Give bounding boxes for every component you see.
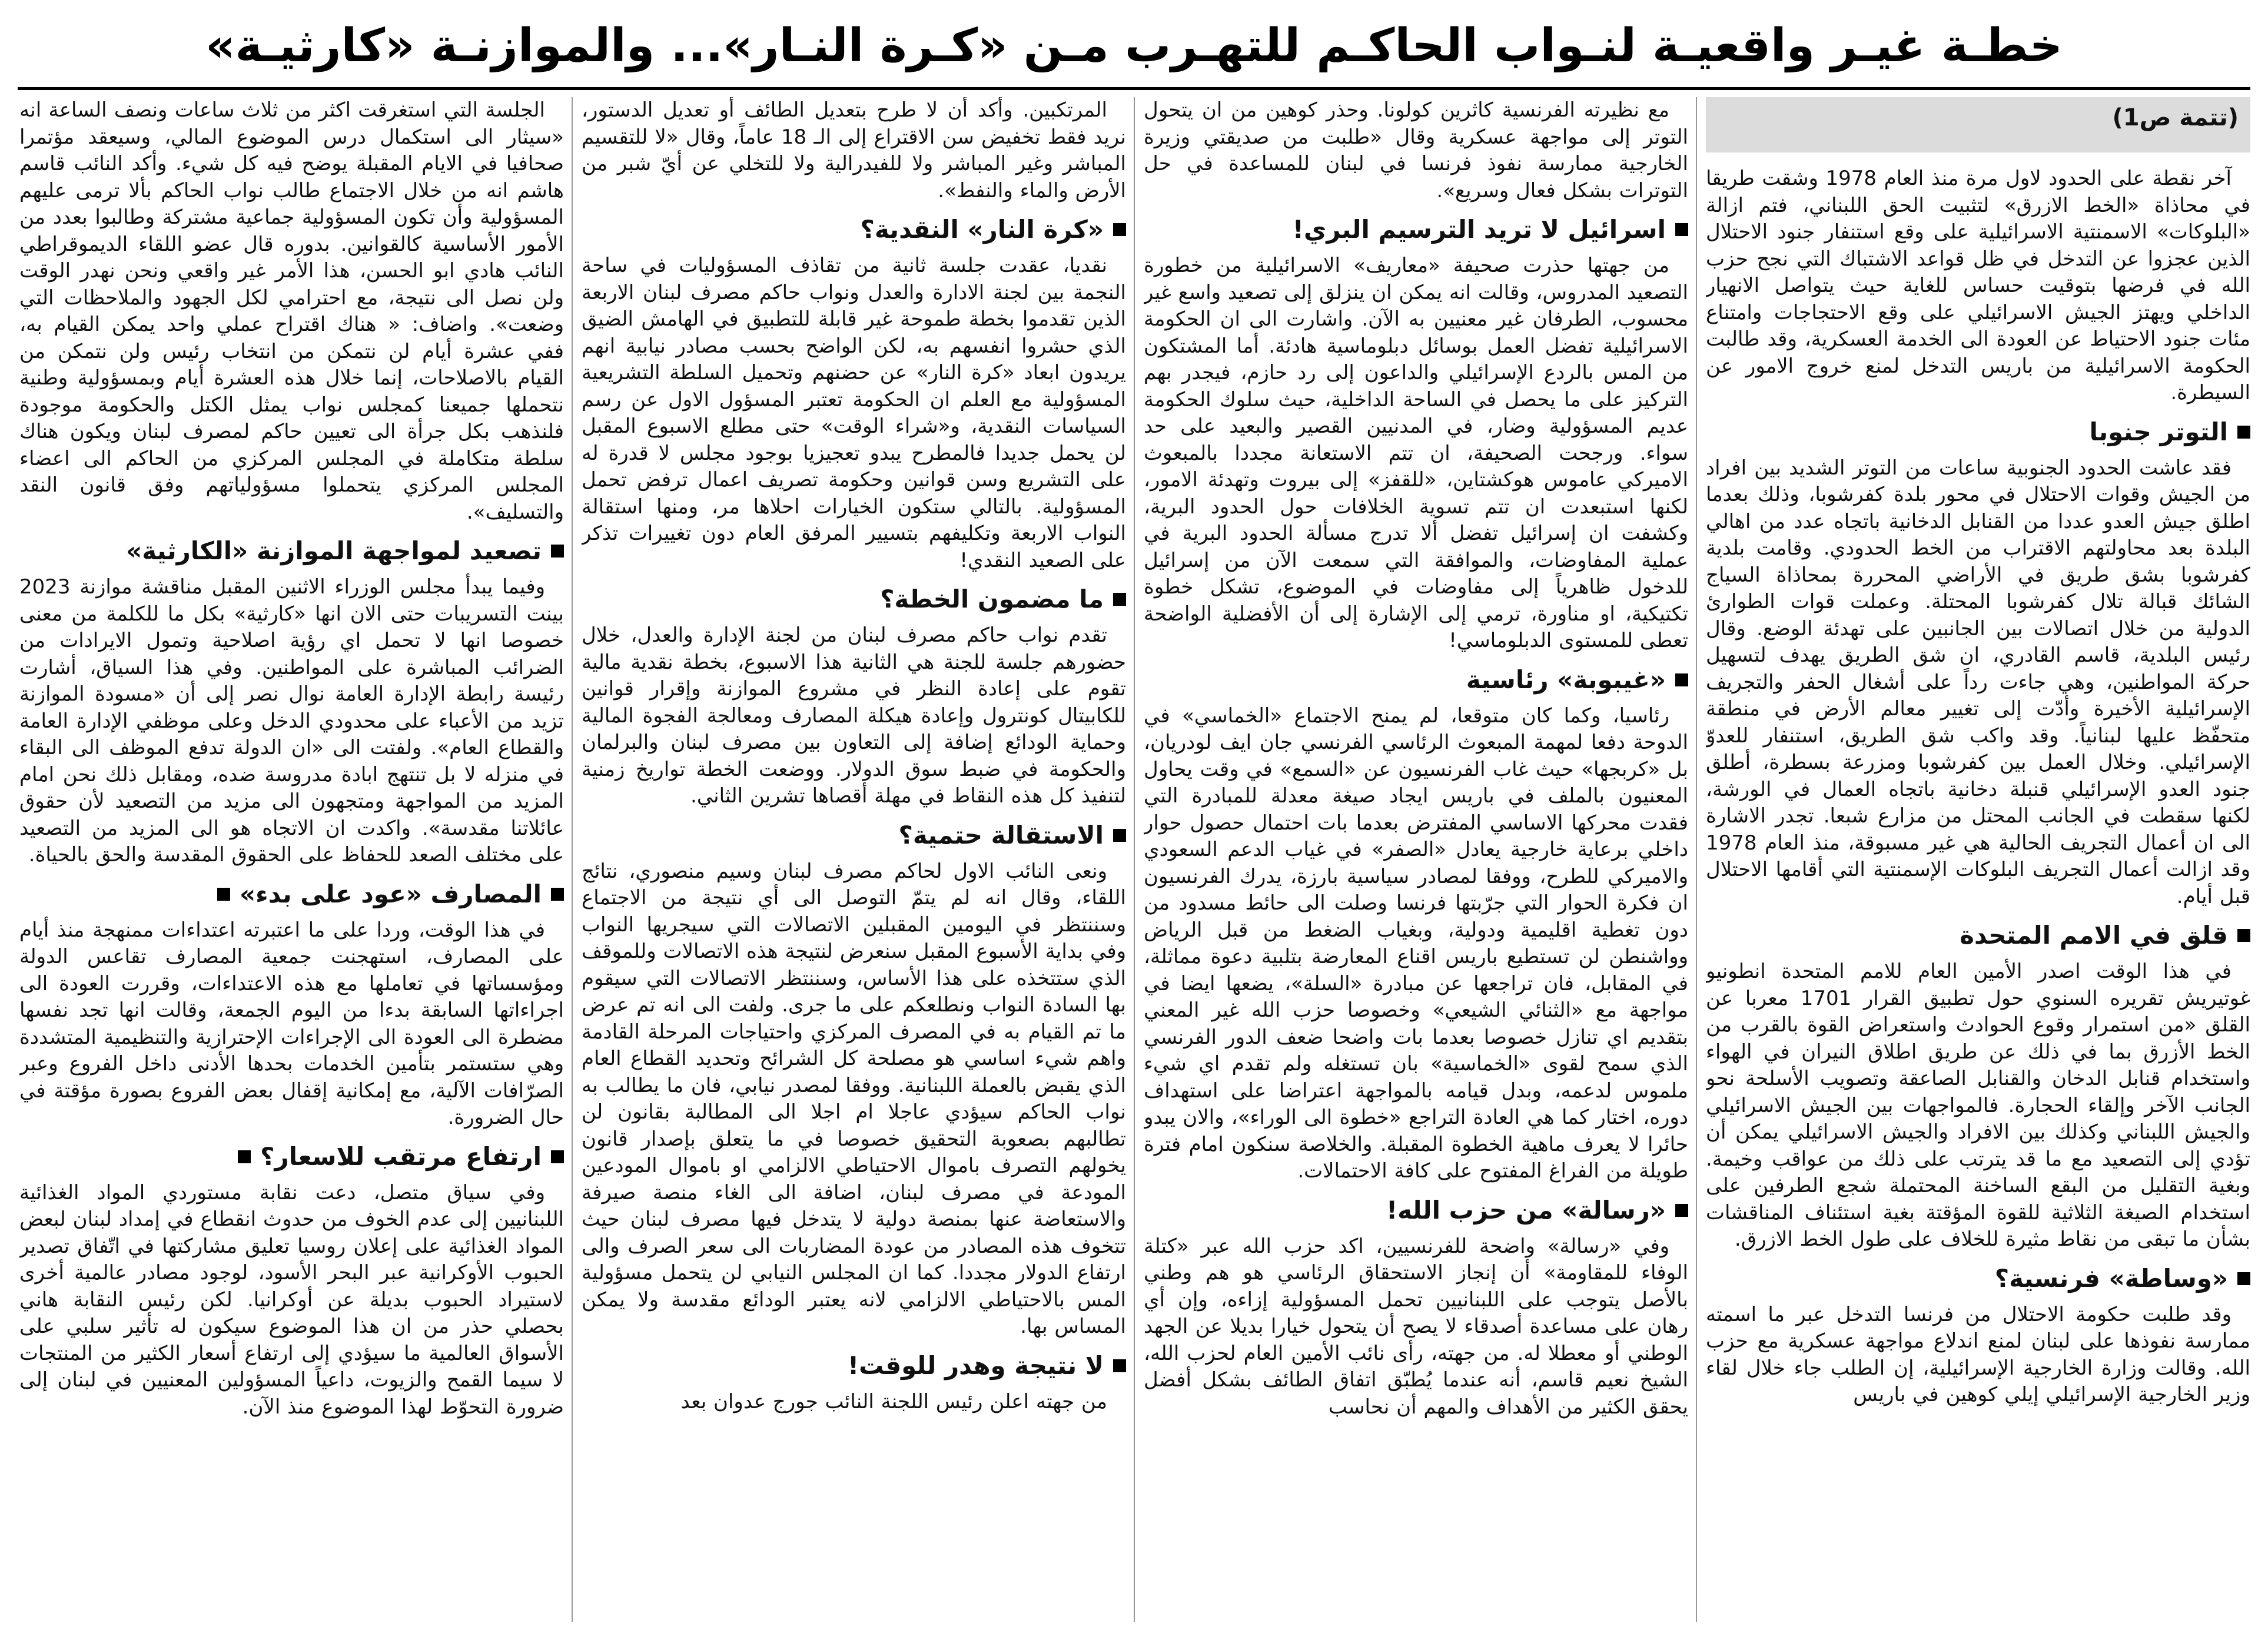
article-paragraph: رئاسيا، وكما كان متوقعا، لم يمنح الاجتماع «الخماسي» في الدوحة دفعا لمهمة المبعوث الرئاسي الفرنسي جان ايف لودريان، بل «كربجها» حيث غاب الفرنسيون عن «السمع» في وقت يحاول المعنيون بالملف في باريس ايجاد صيغة معدلة للمبادرة التي فقدت محركها الاساسي المفترض بعدما بات احتمال حصول حوار داخلي برعاية خارجية يعادل «الصفر» في غياب الدعم السعودي والاميركي للطرح، ووفقا لمصادر سياسية بارزة، يدرك الفرنسيون ان فكرة الحوار التي جرّبتها فرنسا وصلت الى حائط مسدود من دون تغطية اقليمية ودولية، وبغياب الضغط من قبل الرياض وواشنطن لن تستطيع باريس اقناع المعارضة بتلبية دعوة مماثلة، في المقابل، فان تراجعها عن مبادرة «السلة»، يضعها ايضا في مواجهة مع «الثنائي الشيعي» وخصوصا حزب الله غير المعني بتقديم اي تنازل خصوصا بعدما بات واضحا ضعف الدور الفرنسي الذي سمح لقوى «الخماسية» بان تستغله ولم تقدم اي شيء ملموس لدعمه، وبدل قيامه بالمواجهة اعتراضا على استهداف دوره، اختار كما هي العادة التراجع «خطوة الى الوراء»، والان يبدو حائرا لا يعرف ماهية الخطوة المقبلة. والخلاصة سنكون امام فترة طويلة من الفراغ المفتوح على كافة الاحتمالات. (1144, 703, 1688, 1183)
subheading-text: تصعيد لمواجهة الموازنة «الكارثية» (126, 536, 542, 565)
article-paragraph: آخر نقطة على الحدود لاول مرة منذ العام 1978 وشقت طريقا في محاذاة «الخط الازرق» لتثبيت الحق اللبناني، فتم ازالة «البلوكات» الاسمنتية الاسرائيلية على وقع استنفار جنود الاحتلال الذين عجزوا عن التدخل في ظل قواعد الاشتباك التي نجح حزب الله في فرضها بتوقيت حساس للغاية حيث يتواصل الانهيار الداخلي ويهتز الجيش الاسرائيلي على وقع الاحتجاجات وامتناع مئات جنود الاحتياط عن العودة الى الخدمة العسكرية، وقد طالبت الحكومة الاسرائيلية من باريس التدخل لمنع خروج الامور عن السيطرة. (1706, 167, 2250, 404)
subheading-text: الاستقالة حتمية؟ (898, 820, 1104, 849)
subheading-text: ارتفاع مرتقب للاسعار؟ (260, 1141, 542, 1171)
section-subheading (19, 877, 564, 911)
bullet-square-icon (551, 1150, 564, 1163)
bullet-square-icon (1675, 1204, 1688, 1217)
bullet-square-icon (1675, 673, 1688, 686)
article-paragraph: في هذا الوقت اصدر الأمين العام للامم المتحدة انطونيو غوتيريش تقريره السنوي حول تطبيق القرار 1701 معربا عن القلق «من استمرار وقوع الحوادث واستعراض القوة بالقرب من الخط الأزرق بما في ذلك عن طريق اطلاق النيران في الهواء واستخدام قنابل الدخان والقنابل الصاعقة وتصويب الأسلحة نحو الجانب الآخر وإلقاء الحجارة. فالمواجهات بين الجيش الاسرائيلي والجيش اللبناني وكذلك بين الافراد والجيش الاسرائيلي يمكن أن تؤدي إلى التصعيد مع ما قد يترتب على ذلك من عواقب وخيمة. وبغية التقليل من البقع الساخنة المحتملة شجع الطرفين على استخدام الصيغة الثلاثية للقوة المؤقتة بغية استئناف المناقشات بشأن ما تبقى من نقاط مثيرة للخلاف على طول الخط الازرق. (1706, 960, 2250, 1251)
article-paragraph: في هذا الوقت، وردا على ما اعتبرته اعتداءات ممنهجة منذ أيام على المصارف، استهجنت جمعية المصارف تقاعس الدولة ومؤسساتها في تعاملها مع هذه الاعتداءات، وقررت العودة الى اجراءاتها السابقة بدءا من اليوم الجمعة، وقالت انها تجد نفسها مضطرة الى العودة الى الإجراءات الإحترازية والتنظيمية المتشددة وهي ستستمر بتأمين الخدمات بحدها الأدنى داخل الفروع وعبر الصرّافات الآلية، مع إمكانية إقفال بعض الفروع بصورة مؤقتة في حال الضرورة. (19, 918, 564, 1129)
subheading-text: «غيبوبة» رئاسية (1466, 665, 1666, 694)
subheading-text: اسرائيل لا تريد الترسيم البري! (1292, 215, 1666, 244)
headline-rule (18, 87, 2250, 90)
bullet-square-icon (1113, 829, 1126, 842)
article-paragraph: وقد طلبت حكومة الاحتلال من فرنسا التدخل عبر ما اسمته ممارسة نفوذها على لبنان لمنع اندلاع مواجهة عسكرية مع حزب الله. وقالت وزارة الخارجية الإسرائيلية، إن الطلب جاء خلال لقاء وزير الخارجية الإسرائيلي إيلي كوهين في باريس (1706, 1302, 2250, 1406)
continuation-label: (تتمة ص1) (1706, 97, 2250, 152)
article-column-2 (1144, 97, 1688, 1628)
section-subheading (1706, 918, 2250, 953)
subheading-text: قلق في الامم المتحدة (1960, 921, 2228, 950)
article-paragraph: الجلسة التي استغرقت اكثر من ثلاث ساعات ونصف الساعة انه «سيثار الى استكمال درس الموضوع المالي، وسيعقد مؤتمرا صحافيا في الايام المقبلة يوضح فيه كل شيء. وأكد النائب قاسم هاشم انه من خلال الاجتماع طالب نواب الحاكم بألا ترمى عليهم المسؤولية وأن تكون المسؤولية جماعية مشتركة وطالبوا بعدد من الأمور الأساسية كالقوانين. بدوره قال عضو اللقاء الديموقراطي النائب هادي ابو الحسن، هذا الأمر غير واقعي ونحن نهدر الوقت ولن نصل الى نتيجة، مع احترامي لكل الجهود والملاحظات التي وضعت». واضاف: « هناك اقتراح عملي واحد يمكن القيام به، ففي عشرة أيام لن نتمكن من انتخاب رئيس ولن نتمكن من القيام بالاصلاحات، إنما خلال هذه العشرة أيام وبمسؤولية وطنية نتحملها جميعنا كمجلس نواب يمثل الكتل والحكومة موجودة فلنذهب بكل جرأة الى تعيين حاكم لمصرف لبنان ويكون هناك سلطة متكاملة في المجلس المركزي من الحاكم الى اعضاء المجلس المركزي يتحملوا مسؤولياتهم وفق قانون النقد والتسليف». (19, 98, 564, 524)
subheading-text: المصارف «عود على بدء» (240, 879, 542, 908)
bullet-square-icon (2237, 929, 2250, 942)
column-divider (1696, 97, 1697, 1622)
bullet-square-icon (551, 888, 564, 901)
section-subheading (1706, 1262, 2250, 1296)
article-paragraph: وفيما يبدأ مجلس الوزراء الاثنين المقبل مناقشة موازنة 2023 بينت التسريبات حتى الان انها «كارثية» بكل ما للكلمة من معنى خصوصا انها لا تحمل اي رؤية اصلاحية وتمول الايرادات من الضرائب المباشرة على المواطنين. وفي هذا السياق، أشارت رئيسة رابطة الإدارة العامة نوال نصر إلى أن «مسودة الموازنة تزيد من الأعباء على محدودي الدخل وعلى موظفي الإدارة العامة والقطاع العام». ولفتت الى «ان الدولة تدفع الموظف الى البقاء في منزله لا بل تنتهج ابادة مدروسة ضده، ومقابل ذلك نحن امام المزيد من المواجهة ومتجهون الى مزيد من التصعيد لأن حقوق عائلاتنا مقدسة». واكدت ان الاتجاه هو الى المزيد من التصعيد على مختلف الصعد للحفاظ على الحقوق المقدسة والحق بالحياة. (19, 575, 564, 867)
headline: خطـة غيـر واقعيـة لنـواب الحاكـم للتهـرب مـن «كـرة النـار»... والموازنـة «كارثيـة» (205, 19, 2063, 72)
bullet-square-icon (1113, 593, 1126, 606)
subheading-text: «رسالة» من حزب الله! (1386, 1195, 1666, 1224)
article-paragraph: وفي «رسالة» واضحة للفرنسيين، اكد حزب الله عبر «كتلة الوفاء للمقاومة» أن إنجاز الاستحقاق الرئاسي هو هم وطني بالأصل يتوجب على اللبنانيين تحمل المسؤولية إزاءه، وإن أي رهان على مساعدة أصدقاء لا يصح أن يتحول خيارا بديلا عن الجهد الوطني أو معطلا له. من جهته، رأى نائب الأمين العام لحزب الله، الشيخ نعيم قاسم، أنه عندما يُطبّق اتفاق الطائف بشكل أفضل يحقق الكثير من الأهداف والمهم أن نحاسب (1144, 1234, 1688, 1419)
subheading-text: «وساطة» فرنسية؟ (1994, 1263, 2228, 1293)
section-subheading (582, 1349, 1126, 1383)
column-divider (1134, 97, 1135, 1622)
article-paragraph: نقديا، عقدت جلسة ثانية من تقاذف المسؤوليات في ساحة النجمة بين لجنة الادارة والعدل ونواب حاكم مصرف لبنان الاربعة الذين تقدموا بخطة طموحة غير قابلة للتطبيق في الهامش الضيق الذي حشروا انفسهم به، لكن الواضح بحسب مصادر نيابية انهم يريدون ابعاد «كرة النار» عن حضنهم وتحميل السلطة التشريعية المسؤولية مع العلم ان الحكومة تعتبر المسؤول الاول عن رسم السياسات النقدية، و«شراء الوقت» حتى مطلع الاسبوع المقبل لن يحمل جديدا فالمطرح يبدو تعجيزيا بوجود مجلس لا قدرة له على التشريع وسن قوانين وحكومة تصريف اعمال ترفض تحمل المسؤولية. بالتالي ستكون الخيارات احلاها مر، ومنها استقالة النواب الاربعة وتكليفهم بتسيير المرفق العام دون تغييرات تذكر على الصعيد النقدي! (582, 254, 1126, 572)
bullet-square-icon (551, 545, 564, 557)
section-subheading (582, 582, 1126, 616)
section-subheading (1144, 1193, 1688, 1227)
article-paragraph: وفي سياق متصل، دعت نقابة مستوردي المواد الغذائية اللبنانيين إلى عدم الخوف من حدوث انقطاع في إمداد لبنان لبعض المواد الغذائية على إعلان روسيا تعليق مشاركتها في اتّفاق تصدير الحبوب الأوكرانية عبر البحر الأسود، لوجود مصادر عالمية أخرى لاستيراد الحبوب بديلة عن أوكرانيا. لكن رئيس النقابة هاني بحصلي حذر من ان هذا الموضوع سيكون له تأثير سلبي على الأسواق العالمية ما سيؤدي إلى ارتفاع أسعار الكثير من المنتجات لا سيما القمح والزيوت، داعياً المسؤولين المعنيين في لبنان إلى ضرورة التحوّط لهذا الموضوع منذ الآن. (19, 1180, 564, 1419)
column-divider (572, 97, 573, 1622)
section-subheading (19, 534, 564, 568)
section-subheading (582, 213, 1126, 247)
bullet-square-icon (1113, 1359, 1126, 1372)
section-subheading (1706, 415, 2250, 449)
bullet-square-icon (1113, 223, 1126, 236)
bullet-square-icon (1675, 223, 1688, 236)
article-column-4 (19, 97, 564, 1628)
section-subheading (19, 1140, 564, 1174)
subheading-text: التوتر جنوبا (2089, 417, 2228, 446)
section-subheading (1144, 663, 1688, 697)
article-paragraph: ونعى النائب الاول لحاكم مصرف لبنان وسيم منصوري، نتائج اللقاء، وقال انه لم يتمّ التوصل الى أي نتيجة من الاجتماع وسننتظر في اليومين المقبلين الاتصالات التي سيجريها النواب وفي بداية الأسبوع المقبل سنعرض لنتيجة هذه الاتصالات وللموقف الذي ستتخذه على هذا الأساس، وسننتظر الاتصالات التي سيقوم بها السادة النواب ونطلعكم على ما جرى. ولفت الى انه تم عرض ما تم القيام به في المصرف المركزي واحتياجات المرحلة القادمة واهم شيء اساسي هو مصلحة كل الشرائح وتحديد القطاع العام الذي يقبض بالعملة اللبنانية. ووفقا لمصدر نيابي، فان ما يطالب به نواب الحاكم سيؤدي عاجلا ام اجلا الى المطالبة بقانون لن تطالبهم بصعوبة التحقيق خصوصا في ما يتعلق بإصدار قانون يخولهم التصرف باموال الاحتياطي الالزامي او باموال المودعين المودعة في مصرف لبنان، اضافة الى الغاء منصة صيرفة والاستعاضة عنها بمنصة دولية لا يتدخل فيها مصرف لبنان حيث تتخوف هذه المصادر من عودة المضاربات الى سعر الصرف والى ارتفاع الدولار مجددا. كما ان المجلس النيابي لن يتحمل مسؤولية المس بالاحتياطي الالزامي لانه يعتبر الودائع مقدسة ولا يمكن المساس بها. (582, 859, 1126, 1338)
bullet-square-icon (2237, 1272, 2250, 1285)
article-paragraph: من جهته اعلن رئيس اللجنة النائب جورج عدوان بعد (680, 1389, 1107, 1413)
article-paragraph: مع نظيرته الفرنسية كاثرين كولونا. وحذر كوهين من ان يتحول التوتر إلى مواجهة عسكرية وقال «طلبت من صديقتي وزيرة الخارجية ممارسة نفوذ فرنسا في لبنان للمساعدة في حل التوترات بشكل فعال وسريع». (1144, 98, 1688, 203)
section-subheading (1144, 213, 1688, 247)
bullet-square-icon (2237, 426, 2250, 439)
article-column-1 (1706, 97, 2250, 1628)
article-paragraph: تقدم نواب حاكم مصرف لبنان من لجنة الإدارة والعدل، خلال حضورهم جلسة للجنة هي الثانية هذا الاسبوع، بخطة نقدية مالية تقوم على إعادة النظر في مشروع الموازنة وإقرار قوانين للكابيتال كونترول وإعادة هيكلة المصارف ومعالجة الفجوة المالية وحماية الودائع إضافة إلى التعاون بين مصرف لبنان والبرلمان والحكومة في ضبط سوق الدولار. ووضعت الخطة تواريخ زمنية لتنفيذ كل هذه النقاط في مهلة أقصاها تشرين الثاني. (582, 623, 1126, 808)
article-paragraph: فقد عاشت الحدود الجنوبية ساعات من التوتر الشديد بين افراد من الجيش وقوات الاحتلال في محور بلدة كفرشوبا، وذلك بعدما اطلق جيش العدو عددا من القنابل الدخانية باتجاه عدد من اهالي البلدة بعد محاولتهم الاقتراب من الخط الحدودي. وقامت بلدية كفرشوبا بشق طريق في الأراضي المحررة بمحاذاة السياج الشائك قبالة تلال كفرشوبا المحتلة. وعملت قوات الطوارئ الدولية من خلال اتصالات بين الجانبين على تهدئة الوضع. وقال رئيس البلدية، قاسم القادري، ان شق الطريق يهدف لتسهيل حركة المواطنين، وهي جاءت رداً على أشغال الحفر والتجريف الإسرائيلية الأخيرة وأدّت إلى تغيير معالم الأرض في منطقة متحفّظ عليها لبنانياً. وقد واكب شق الطريق، استنفار للعدوّ الإسرائيلي. وخلال العمل بين كفرشوبا ومزرعة بسطرة، أطلق جنود العدو الإسرائيلي قنبلة دخانية باتجاه العمال في الورشة، لكنها سقطت في الجانب المحتل من مزارع شبعا. تجدر الاشارة الى ان أعمال التجريف الحالية هي غير مسبوقة، منذ العام 1978 وقد ازالت أعمال التجريف البلوكات الإسمنتية التي أقامها الاحتلال قبل أيام. (1706, 456, 2250, 908)
article-column-3 (582, 97, 1126, 1628)
article-paragraph: المرتكبين. وأكد أن لا طرح بتعديل الطائف أو تعديل الدستور، نريد فقط تخفيض سن الاقتراع إلى الـ 18 عاماً، وقال «لا للتقسيم المباشر وغير المباشر ولا للفيدرالية ولا للتخلي عن أيّ شبر من الأرض والماء والنفط». (582, 98, 1126, 203)
section-subheading (582, 818, 1126, 852)
subheading-text: ما مضمون الخطة؟ (880, 585, 1104, 613)
article-paragraph: من جهتها حذرت صحيفة «معاريف» الاسرائيلية من خطورة التصعيد المدروس، وقالت انه يمكن ان ينزلق إلى تصعيد واسع غير محسوب، الطرفان غير معنيين به الآن. واشارت الى ان الحكومة الاسرائيلية تفضل العمل بوسائل دبلوماسية هادئة. أما المشتكون من المس بالردع الإسرائيلي والداعون إلى رد حازم، فيجدر بهم التركيز على ما يحصل في الساحة الداخلية، حيث سلوك الحكومة عديم المسؤولية وضار، في المدنيين القصير والبعيد على حد سواء. ورجحت الصحيفة، ان تتم الاستعانة مجددا بالمبعوث الاميركي عاموس هوكشتاين، «للقفز» إلى بيروت وتهدئة الامور، لكنها استبعدت ان تتم تسوية الخلافات حول الحدود البرية، وكشفت ان إسرائيل تفضل ألا تدرج مسألة الحدود البرية في عملية المفاوضات، والموافقة التي سمعت الآن من إسرائيل للدخول ظاهرياً إلى مفاوضات في الموضوع، تشكل خطوة تكتيكية، او مناورة، ترمي إلى الإشارة إلى أن الأفضلية الواضحة تعطى للمستوى الدبلوماسي! (1144, 254, 1688, 652)
subheading-text: «كرة النار» النقدية؟ (860, 215, 1104, 244)
subheading-text: لا نتيجة وهدر للوقت! (848, 1350, 1104, 1380)
